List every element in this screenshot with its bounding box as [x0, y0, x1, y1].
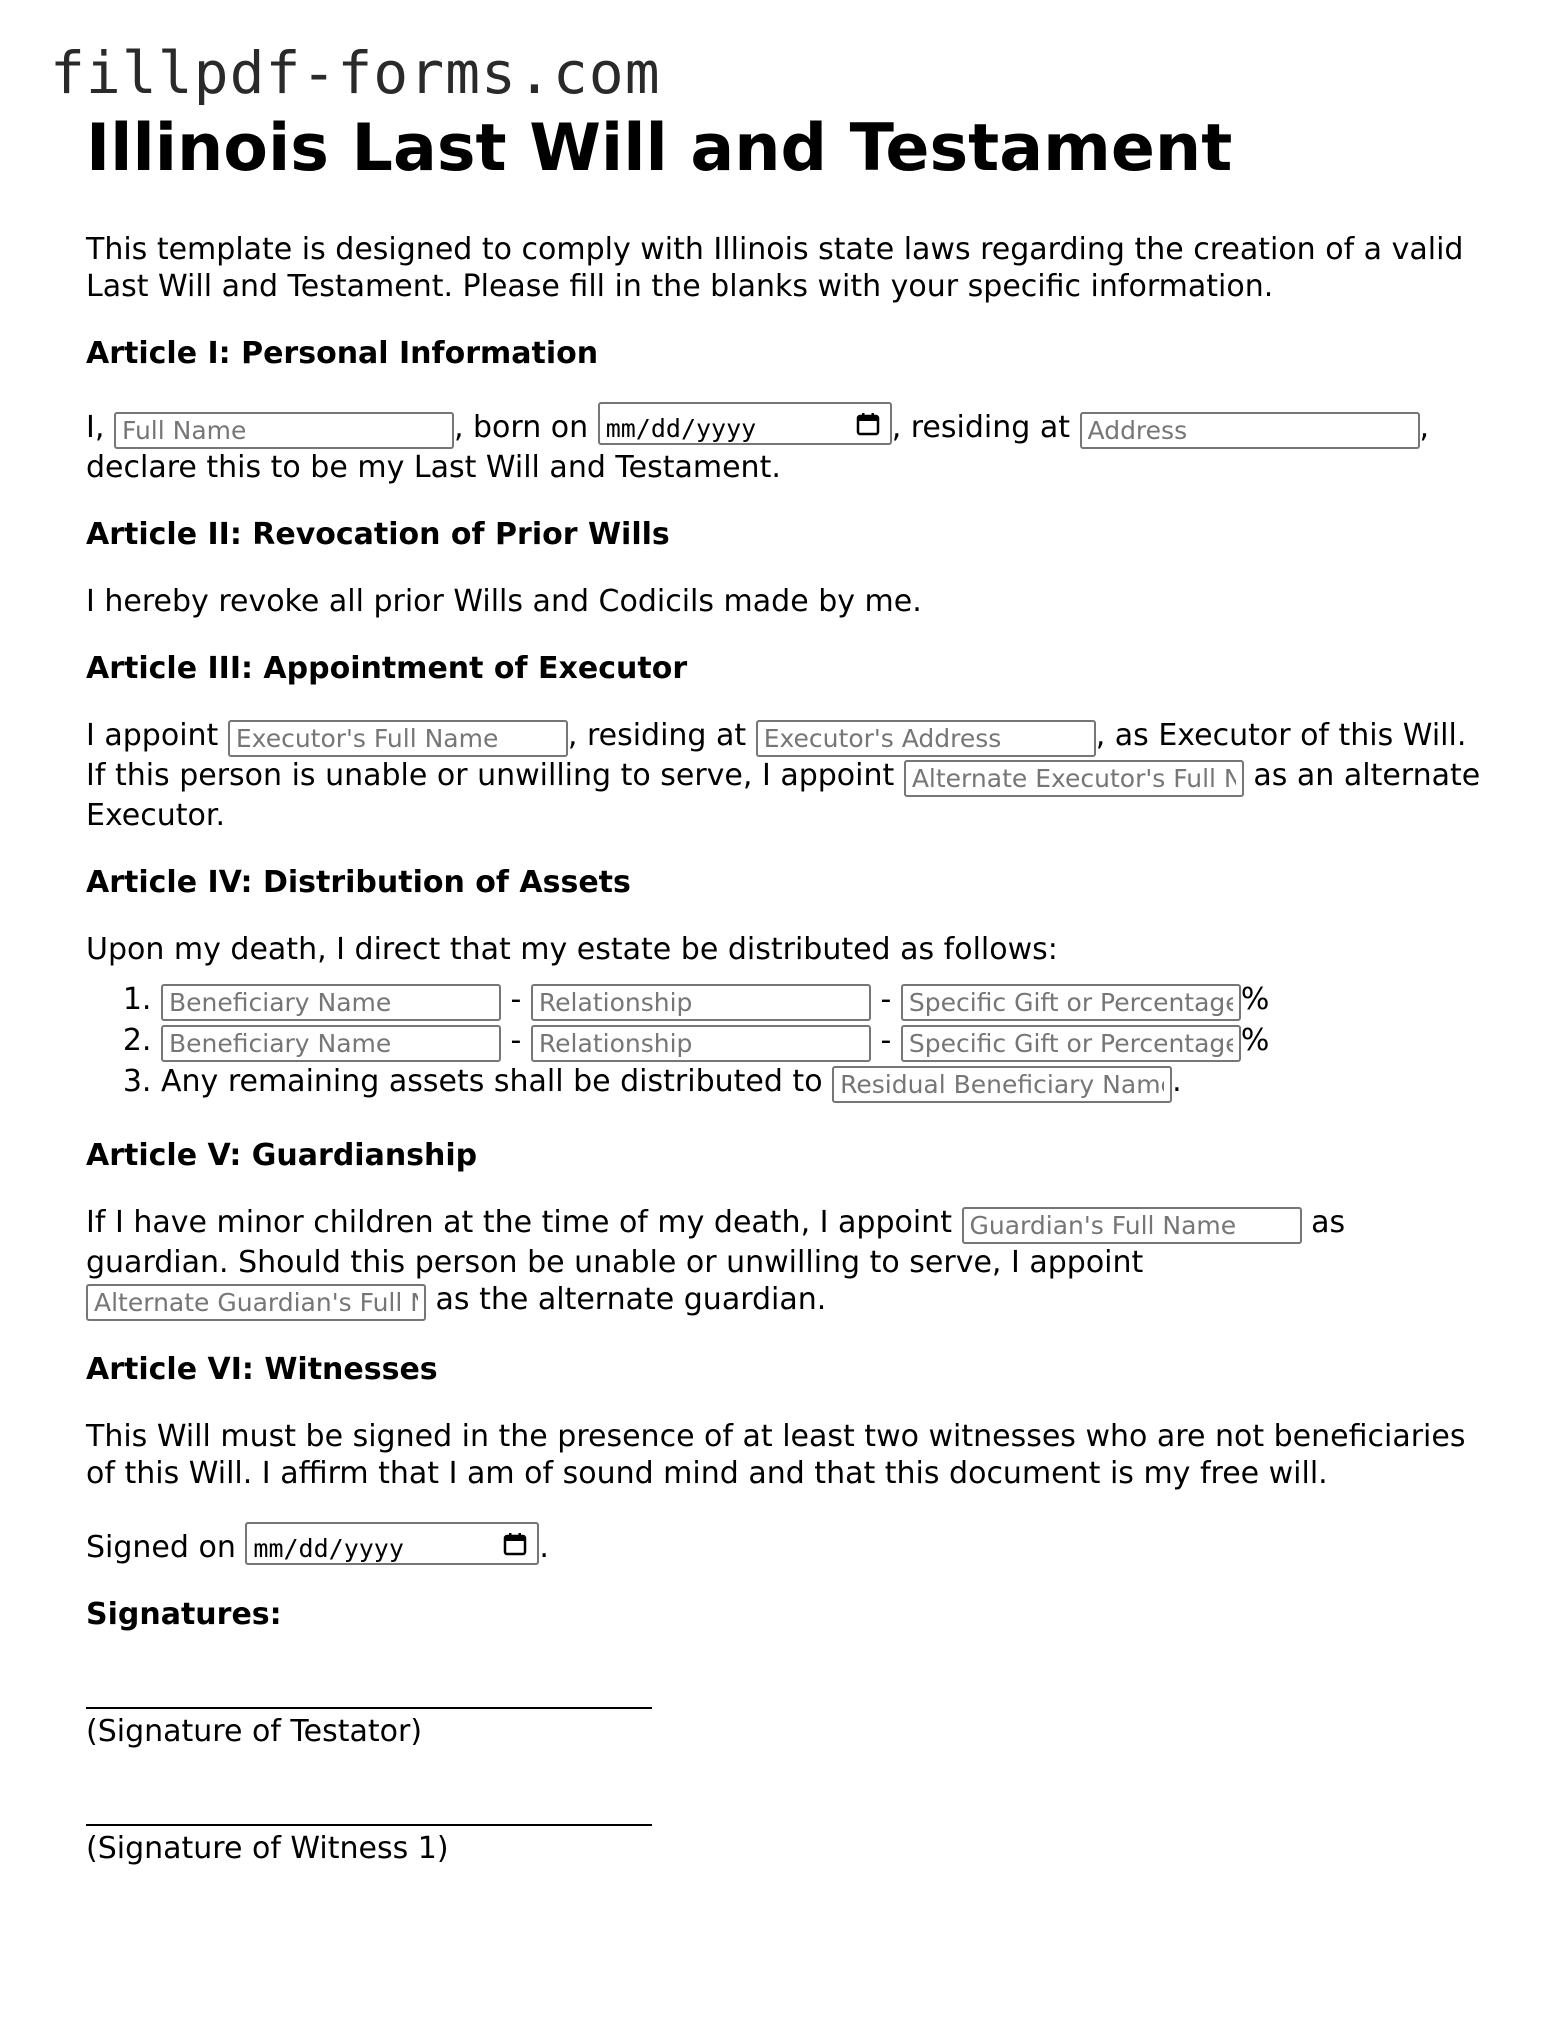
full-name-input[interactable] — [114, 412, 454, 449]
beneficiary-2-gift-input[interactable] — [901, 1025, 1241, 1062]
article-4-heading: Article IV: Distribution of Assets — [86, 864, 631, 900]
article-3-text: I appoint Executor's Full Name , residing at Executor's Address , as Executor of this Will. If this person is unable or unwilling to serve, I appoint Alternate Executor's Full Name as an alternate Executor. — [86, 717, 1486, 834]
article-6-text: This Will must be signed in the presence of at least two witnesses who are not beneficiaries of this Will. I affirm that I am of sound mind and that this document is my free will. — [86, 1418, 1466, 1491]
testator-signature-label: (Signature of Testator) — [86, 1713, 423, 1749]
witness-1-signature-label: (Signature of Witness 1) — [86, 1830, 449, 1866]
list-item: Beneficiary Name 1. - Relationship - Specific Gift or Percentage % — [161, 980, 1486, 1021]
article-1-text: I, Full Name , born on mm/dd/yyyy , residing at Address , declare this to be my Last Will and Testament. — [86, 402, 1486, 486]
article-1-heading: Article I: Personal Information — [86, 335, 599, 371]
list-item: Beneficiary Name 2. - Relationship - Specific Gift or Percentage % — [161, 1021, 1486, 1062]
distribution-list — [86, 980, 1486, 1103]
signed-date-input[interactable]: mm/dd/yyyy — [245, 1522, 539, 1565]
article-5-text: If I have minor children at the time of my death, I appoint Guardian's Full Name as guardian. Should this person be unable or unwilling to serve, I appoint Alternate Guardian's Full Name as the alternate guardian. — [86, 1204, 1486, 1321]
page-title: Illinois Last Will and Testament — [86, 111, 1233, 186]
testator-signature-line[interactable] — [86, 1667, 652, 1709]
will-document — [86, 112, 1486, 1887]
beneficiary-1-relationship-input[interactable] — [531, 984, 871, 1021]
calendar-icon — [503, 1532, 527, 1556]
article-5-heading: Article V: Guardianship — [86, 1137, 478, 1173]
watermark: fillpdf-forms.com — [50, 39, 661, 107]
intro-text: This template is designed to comply with Illinois state laws regarding the creation of a valid Last Will and Testament. Please fill in the blanks with your specific information. — [86, 231, 1464, 304]
alternate-executor-input[interactable] — [904, 760, 1244, 797]
beneficiary-1-gift-input[interactable] — [901, 984, 1241, 1021]
article-4-intro: Upon my death, I direct that my estate be distributed as follows: — [86, 931, 1058, 967]
address-input[interactable] — [1080, 412, 1420, 449]
article-2-heading: Article II: Revocation of Prior Wills — [86, 516, 670, 552]
signatures-heading: Signatures: — [86, 1596, 282, 1632]
signed-on-line: Signed on mm/dd/yyyy . — [86, 1522, 1486, 1566]
beneficiary-2-relationship-input[interactable] — [531, 1025, 871, 1062]
witness-1-signature-line[interactable] — [86, 1784, 652, 1826]
birth-date-input[interactable]: mm/dd/yyyy — [598, 402, 892, 445]
calendar-icon — [856, 412, 880, 436]
alternate-guardian-input[interactable] — [86, 1284, 426, 1321]
executor-address-input[interactable] — [756, 720, 1096, 757]
article-6-heading: Article VI: Witnesses — [86, 1351, 438, 1387]
beneficiary-2-name-input[interactable] — [161, 1025, 501, 1062]
guardian-name-input[interactable] — [962, 1207, 1302, 1244]
list-item: 3. Any remaining assets shall be distributed to Residual Beneficiary Name . — [161, 1062, 1486, 1103]
executor-name-input[interactable] — [228, 720, 568, 757]
article-2-text: I hereby revoke all prior Wills and Codicils made by me. — [86, 583, 922, 619]
beneficiary-1-name-input[interactable] — [161, 984, 501, 1021]
residual-beneficiary-input[interactable] — [832, 1066, 1172, 1103]
article-3-heading: Article III: Appointment of Executor — [86, 650, 688, 686]
